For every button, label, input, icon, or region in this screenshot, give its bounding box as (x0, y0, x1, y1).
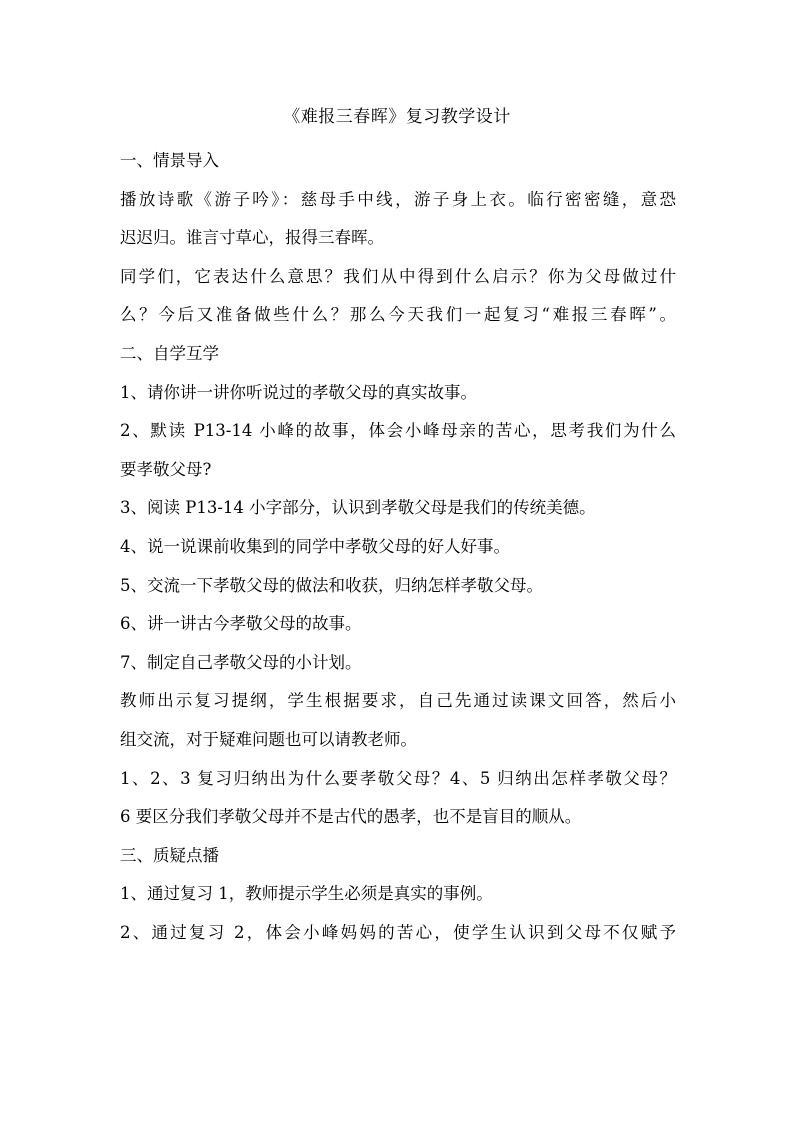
paragraph-line: 么？今后又准备做些什么？那么今天我们一起复习“难报三春晖”。 (120, 305, 676, 325)
paragraph-line: 6 要区分我们孝敬父母并不是古代的愚孝，也不是盲目的顺从。 (120, 807, 582, 827)
list-item-continuation: 要孝敬父母? (120, 459, 212, 479)
paragraph-line: 1、2、3 复习归纳出为什么要孝敬父母？4、5 归纳出怎样孝敬父母？ (120, 768, 676, 788)
list-item: 6、讲一讲古今孝敬父母的故事。 (120, 614, 362, 634)
paragraph-line: 教师出示复习提纲，学生根据要求，自己先通过读课文回答，然后小 (120, 691, 676, 711)
list-item: 1、请你讲一讲你听说过的孝敬父母的真实故事。 (120, 382, 477, 402)
paragraph-line: 播放诗歌《游子吟》：慈母手中线，游子身上衣。临行密密缝，意恐 (120, 189, 676, 209)
section-heading-2: 二、自学互学 (120, 343, 219, 363)
paragraph-line: 组交流，对于疑难问题也可以请教老师。 (120, 729, 417, 749)
list-item: 2、默读 P13-14 小峰的故事，体会小峰母亲的苦心，思考我们为什么 (120, 421, 676, 441)
document-body (120, 148, 676, 958)
list-item: 5、交流一下孝敬父母的做法和收获，归纳怎样孝敬父母。 (120, 575, 543, 595)
section-heading-3: 三、质疑点播 (120, 845, 219, 865)
list-item: 2、通过复习 2，体会小峰妈妈的苦心，使学生认识到父母不仅赋予 (120, 922, 676, 942)
document-title: 《难报三春晖》复习教学设计 (283, 107, 511, 127)
list-item: 1、通过复习 1，教师提示学生必须是真实的事例。 (120, 884, 493, 904)
list-item: 3、阅读 P13-14 小字部分，认识到孝敬父母是我们的传统美德。 (120, 498, 596, 518)
paragraph-line: 迟迟归。谁言寸草心，报得三春晖。 (120, 228, 384, 248)
list-item: 4、说一说课前收集到的同学中孝敬父母的好人好事。 (120, 536, 510, 556)
paragraph-line: 同学们，它表达什么意思？我们从中得到什么启示？你为父母做过什 (120, 266, 676, 286)
section-heading-1: 一、情景导入 (120, 151, 219, 170)
list-item: 7、制定自己孝敬父母的小计划。 (120, 652, 362, 672)
